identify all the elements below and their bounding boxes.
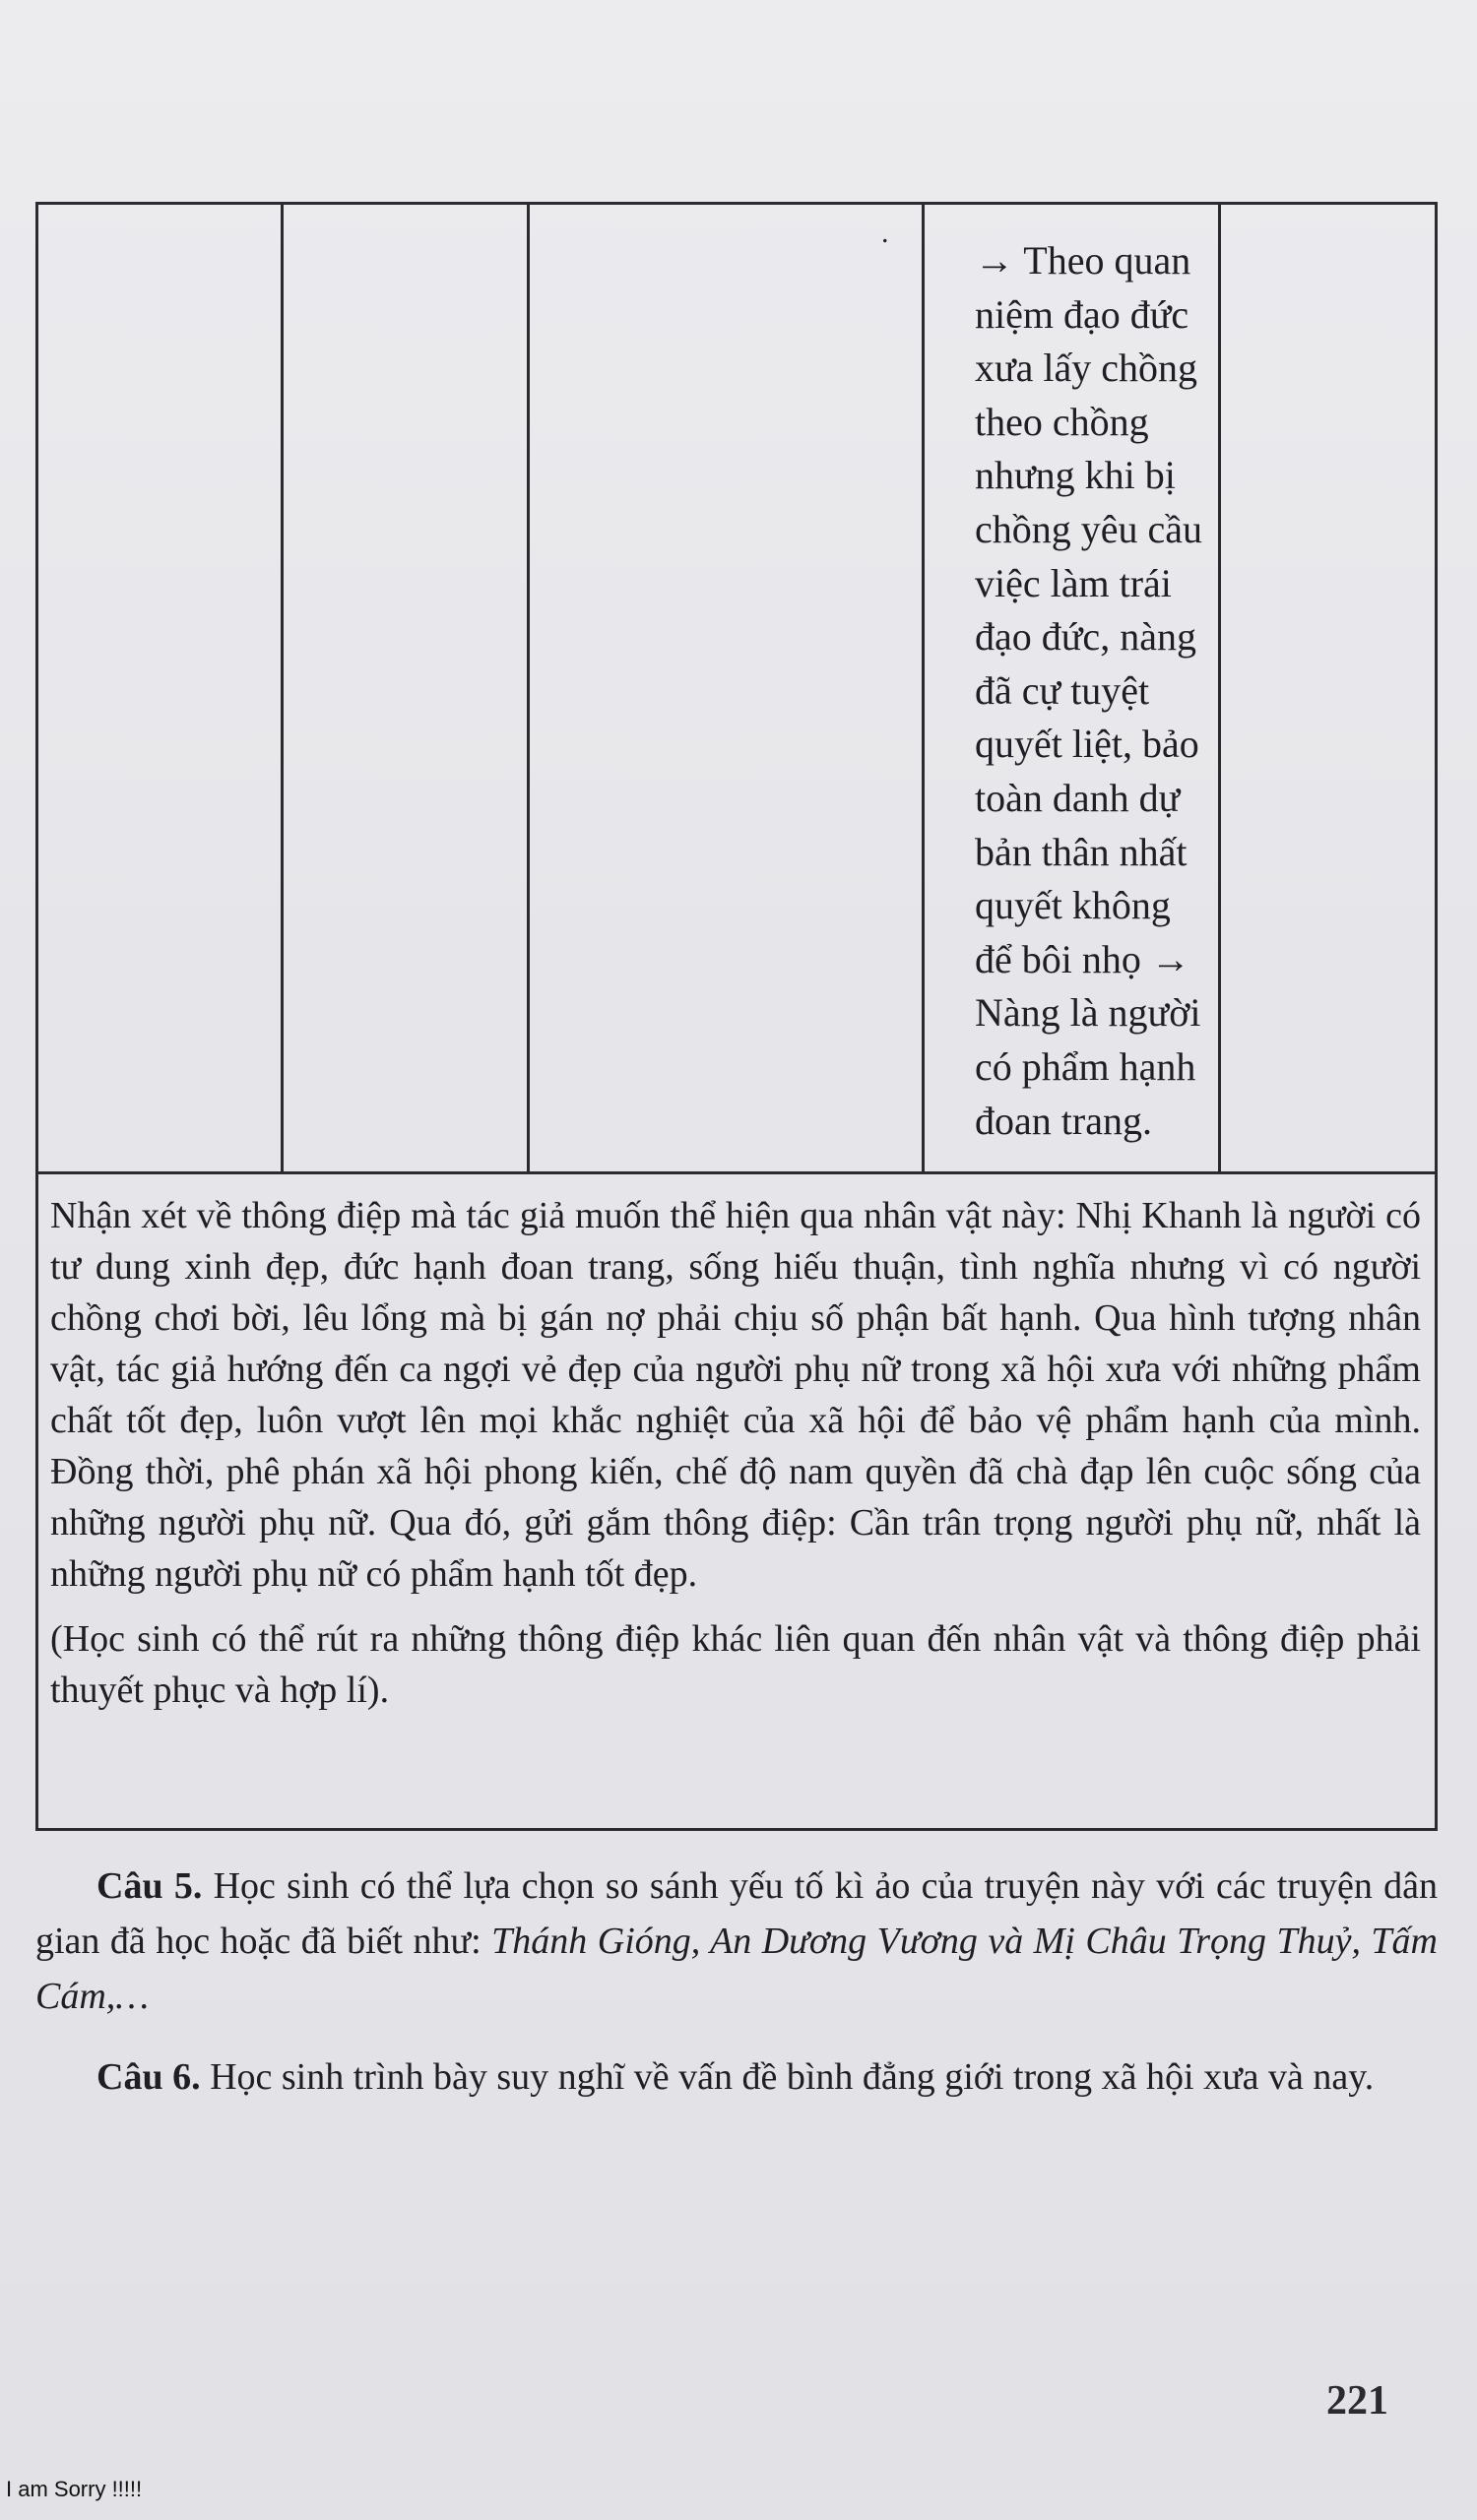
page-number: 221 [1326,2378,1388,2424]
question-5-label: Câu 5. [96,1865,203,1907]
question-5 [35,1858,1438,2024]
question-6 [35,2049,1438,2105]
table-fragment [35,202,1438,1171]
table-column-divider [922,205,925,1171]
table-column-divider [281,205,284,1171]
comment-note: (Học sinh có thể rút ra những thông điệp khác liên quan đến nhân vật và thông điệp phải thuyết phục và hợp lí). [50,1618,1421,1711]
question-6-label: Câu 6. [96,2056,201,2098]
table-column-divider [527,205,530,1171]
question-6-text: Học sinh trình bày suy nghĩ về vấn đề bình đẳng giới trong xã hội xưa và nay. [200,2056,1375,2098]
comment-box [35,1171,1438,1831]
table-cell-text: → Theo quan niệm đạo đức xưa lấy chồng theo chồng nhưng khi bị chồng yêu cầu việc làm trái đạo đức, nàng đã cự tuyệt quyết liệt, bảo toàn danh dự bản thân nhất quyết không để bôi nhọ → Nàng là người có phẩm hạnh đoan trang. [975,238,1203,1143]
table-dot: . [881,217,889,249]
question-5-titles: Thánh Gióng, An Dương Vương và Mị Châu Trọng Thuỷ, Tấm Cám,… [35,1921,1439,2017]
comment-paragraph: Nhận xét về thông điệp mà tác giả muốn thể hiện qua nhân vật này: Nhị Khanh là người có tư dung xinh đẹp, đức hạnh đoan trang, sống hiếu thuận, tình nghĩa nhưng vì có người chồng chơi bời, lêu lổng mà bị gán nợ phải chịu số phận bất hạnh. Qua hình tượng nhân vật, tác giả hướng đến ca ngợi vẻ đẹp của người phụ nữ trong xã hội xưa với những phẩm chất tốt đẹp, luôn vượt lên mọi khắc nghiệt của xã hội để bảo vệ phẩm hạnh của mình. Đồng thời, phê phán xã hội phong kiến, chế độ nam quyền đã chà đạp lên cuộc sống của những người phụ nữ. Qua đó, gửi gắm thông điệp: Cần trân trọng người phụ nữ, nhất là những người phụ nữ có phẩm hạnh tốt đẹp. [50,1195,1421,1595]
watermark-text: I am Sorry !!!!! [6,2477,143,2501]
question-5-text: Học sinh có thể lựa chọn so sánh yếu tố kì ảo của truyện này với các truyện dân gian đã học hoặc đã biết như: [35,1865,1438,1962]
